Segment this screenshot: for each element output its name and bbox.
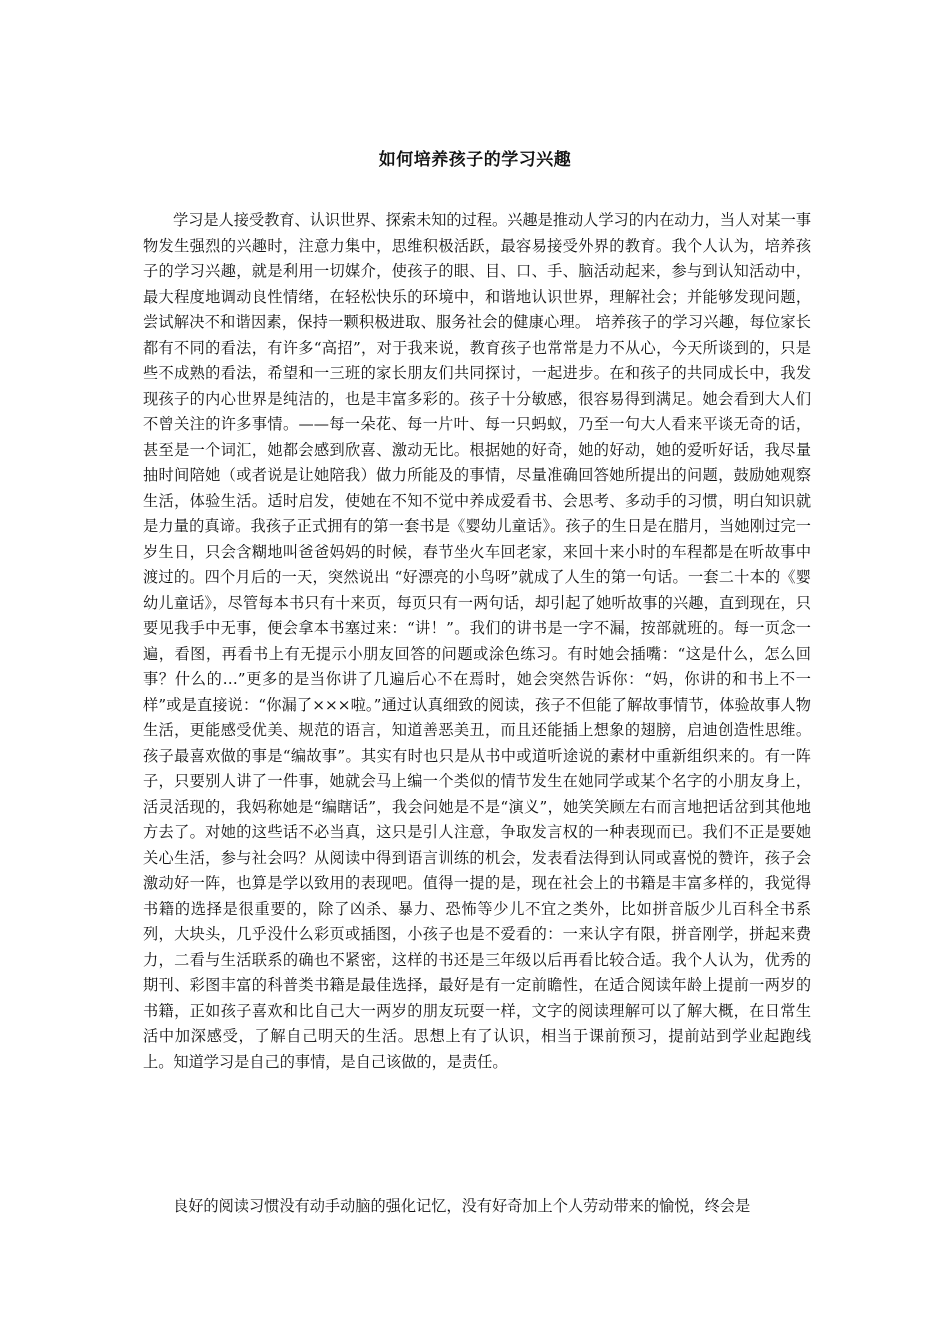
- body-paragraph-2: 良好的阅读习惯没有动手动脑的强化记忆，没有好奇加上个人劳动带来的愉悦，终会是: [173, 1197, 751, 1215]
- document-title: 如何培养孩子的学习兴趣: [378, 150, 572, 170]
- body-paragraph-1: 学习是人接受教育、认识世界、探索未知的过程。兴趣是推动人学习的内在动力，当人对某一事物发生强烈的兴趣时，注意力集中，思维积极活跃，最容易接受外界的教育。我个人认为，培养孩子的学习兴趣，就是利用一切媒介，使孩子的眼、目、口、手、脑活动起来，参与到认知活动中，最大程度地调动良性情绪，在轻松快乐的环境中，和谐地认识世界，理解社会；并能够发现问题，尝试解决不和谐因素，保持一颗积极进取、服务社会的健康心理。 培养孩子的学习兴趣，每位家长都有不同的看法，有许多“高招”，对于我来说，教育孩子也常常是力不从心，今天所谈到的，只是些不成熟的看法，希望和一三班的家长朋友们共同探讨，一起进步。在和孩子的共同成长中，我发现孩子的内心世界是纯洁的，也是丰富多彩的。孩子十分敏感，很容易得到满足。她会看到大人们不曾关注的许多事情。——每一朵花、每一片叶、每一只蚂蚁，乃至一句大人看来平谈无奇的话，甚至是一个词汇，她都会感到欣喜、激动无比。根据她的好奇，她的好动，她的爱听好话，我尽量抽时间陪她（或者说是让她陪我）做力所能及的事情，尽量准确回答她所提出的问题，鼓励她观察生活，体验生活。适时启发，使她在不知不觉中养成爱看书、会思考、多动手的习惯，明白知识就是力量的真谛。我孩子正式拥有的第一套书是《婴幼儿童话》。孩子的生日是在腊月，当她刚过完一岁生日，只会含糊地叫爸爸妈妈的时候，春节坐火车回老家，来回十来小时的车程都是在听故事中渡过的。四个月后的一天，突然说出 “好漂亮的小鸟呀”就成了人生的第一句话。一套二十本的《婴幼儿童话》，尽管每本书只有十来页，每页只有一两句话，却引起了她听故事的兴趣，直到现在，只要见我手中无事，便会拿本书塞过来：“讲！”。我们的讲书是一字不漏，按部就班的。每一页念一遍，看图，再看书上有无提示小朋友回答的问题或涂色练习。有时她会插嘴：“这是什么，怎么回事？什么的…”更多的是当你讲了几遍后心不在焉时，她会突然告诉你：“妈，你讲的和书上不一样”或是直接说：“你漏了×××啦。”通过认真细致的阅读，孩子不但能了解故事情节，体验故事人物生活，更能感受优美、规范的语言，知道善恶美丑，而且还能插上想象的翅膀，启迪创造性思维。孩子最喜欢做的事是“编故事”。其实有时也只是从书中或道听途说的素材中重新组织来的。有一阵子，只要别人讲了一件事，她就会马上编一个类似的情节发生在她同学或某个名字的小朋友身上，活灵活现的，我妈称她是“编瞎话”，我会问她是不是“演义”，她笑笑顾左右而言地把话岔到其他地方去了。对她的这些话不必当真，这只是引人注意，争取发言权的一种表现而已。我们不正是要她关心生活，参与社会吗？从阅读中得到语言训练的机会，发表看法得到认同或喜悦的赞许，孩子会激动好一阵，也算是学以致用的表现吧。值得一提的是，现在社会上的书籍是丰富多样的，我觉得书籍的选择是很重要的，除了凶杀、暴力、恐怖等少儿不宜之类外，比如拼音版少儿百科全书系列，大块头，几乎没什么彩页或插图，小孩子也是不爱看的：一来认字有限，拼音刚学，拼起来费力，二看与生活联系的确也不紧密，这样的书还是三年级以后再看比较合适。我个人认为，优秀的期刊、彩图丰富的科普类书籍是最佳选择，最好是有一定前瞻性，在适合阅读年龄上提前一两岁的书籍，正如孩子喜欢和比自己大一两岁的朋友玩耍一样，文字的阅读理解可以了解大概，在日常生活中加深感受，了解自己明天的生活。思想上有了认识，相当于课前预习，提前站到学业起跑线上。知道学习是自己的事情，是自己该做的，是责任。: [143, 211, 811, 1071]
